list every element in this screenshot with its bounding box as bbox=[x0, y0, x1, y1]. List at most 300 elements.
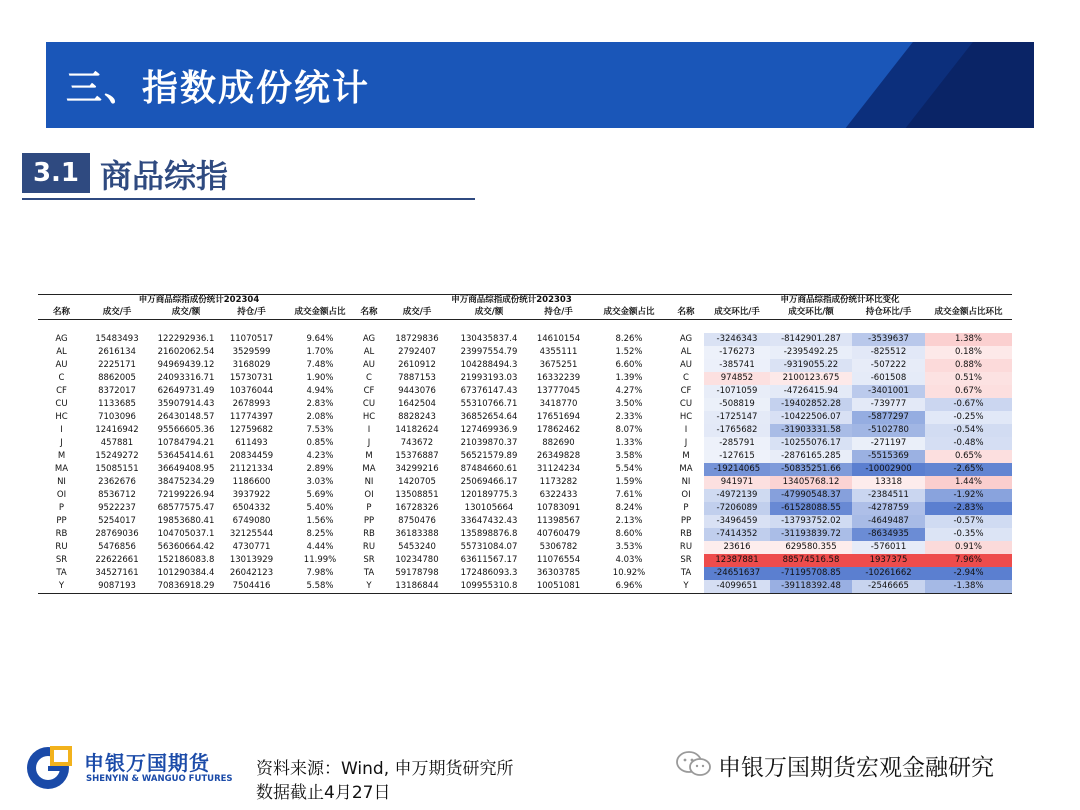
value-cell: -271197 bbox=[852, 437, 925, 450]
value-cell: -0.54% bbox=[925, 424, 1012, 437]
table-row bbox=[38, 346, 360, 359]
column-header: 成交/手 bbox=[85, 306, 149, 320]
table-row bbox=[353, 424, 670, 437]
value-cell: -9319055.22 bbox=[770, 359, 852, 372]
value-cell: 55310766.71 bbox=[460, 399, 518, 409]
value-cell: 3418770 bbox=[539, 399, 578, 409]
value-cell: 6322433 bbox=[539, 490, 578, 500]
value-cell: -1765682 bbox=[704, 424, 770, 437]
row-name-cell: MA bbox=[54, 464, 69, 474]
value-cell: 6749080 bbox=[232, 516, 271, 526]
value-cell: 3.58% bbox=[615, 451, 643, 461]
column-header: 持仓/手 bbox=[529, 306, 588, 320]
value-cell: -24651637 bbox=[704, 567, 770, 580]
value-cell: -10261662 bbox=[852, 567, 925, 580]
row-name-cell: Y bbox=[38, 580, 85, 594]
row-name-cell: RB bbox=[680, 529, 692, 539]
value-cell: 1.52% bbox=[615, 347, 643, 357]
column-header: 持仓环比/手 bbox=[852, 306, 925, 320]
value-cell: 7103096 bbox=[98, 412, 136, 422]
value-cell: 21993193.03 bbox=[460, 373, 518, 383]
value-cell: 882690 bbox=[542, 438, 575, 448]
value-cell: 1.90% bbox=[306, 373, 334, 383]
value-cell: -4278759 bbox=[852, 502, 925, 515]
value-cell: -3496459 bbox=[704, 515, 770, 528]
value-cell: 2792407 bbox=[398, 347, 436, 357]
value-cell: 11070517 bbox=[229, 334, 274, 344]
value-cell: 63611567.17 bbox=[460, 555, 518, 565]
value-cell: -1071059 bbox=[704, 385, 770, 398]
row-name-cell: Y bbox=[668, 580, 704, 594]
value-cell: 1.44% bbox=[925, 476, 1012, 489]
value-cell: 4.94% bbox=[306, 386, 334, 396]
row-name-cell: MA bbox=[362, 464, 376, 474]
row-name-cell: PP bbox=[363, 516, 375, 526]
value-cell: 6504332 bbox=[232, 503, 271, 513]
value-cell: 1.33% bbox=[615, 438, 643, 448]
table-row bbox=[38, 333, 360, 346]
table-row bbox=[353, 359, 670, 372]
value-cell: 19853680.41 bbox=[157, 516, 215, 526]
value-cell: 15730731 bbox=[229, 373, 274, 383]
value-cell: 4.23% bbox=[306, 451, 334, 461]
row-name-cell: AL bbox=[363, 347, 375, 357]
table-row bbox=[353, 437, 670, 450]
value-cell: 1.70% bbox=[306, 347, 334, 357]
value-cell: 5476856 bbox=[98, 542, 136, 552]
table-row bbox=[38, 359, 360, 372]
value-cell: 56521579.89 bbox=[460, 451, 518, 461]
table-row bbox=[38, 489, 360, 502]
table-caption: 申万商品综指成份统计202304 bbox=[38, 295, 360, 307]
table-row bbox=[38, 476, 360, 489]
value-cell: -285791 bbox=[704, 437, 770, 450]
value-cell: -5877297 bbox=[852, 411, 925, 424]
table-row bbox=[353, 489, 670, 502]
value-cell: 5.69% bbox=[306, 490, 334, 500]
value-cell: 56360664.42 bbox=[157, 542, 215, 552]
table-row bbox=[668, 359, 1012, 372]
value-cell: 3.50% bbox=[615, 399, 643, 409]
value-cell: 172486093.3 bbox=[460, 568, 518, 578]
value-cell: 10051081 bbox=[529, 580, 588, 594]
table-row bbox=[668, 346, 1012, 359]
table-row bbox=[668, 476, 1012, 489]
value-cell: 68577575.47 bbox=[157, 503, 215, 513]
value-cell: 34527161 bbox=[95, 568, 139, 578]
value-cell: -2384511 bbox=[852, 489, 925, 502]
value-cell: 14182624 bbox=[395, 425, 439, 435]
table-row bbox=[38, 567, 360, 580]
value-cell: 8536712 bbox=[98, 490, 136, 500]
value-cell: 20834459 bbox=[229, 451, 274, 461]
column-header: 成交金额占比 bbox=[280, 306, 360, 320]
data-date-note: 数据截止4月27日 bbox=[256, 783, 391, 803]
value-cell: -2395492.25 bbox=[770, 346, 852, 359]
value-cell: 1173282 bbox=[539, 477, 578, 487]
value-cell: 13318 bbox=[852, 476, 925, 489]
value-cell: 13777045 bbox=[536, 386, 581, 396]
value-cell: 34299216 bbox=[395, 464, 439, 474]
row-name-cell: PP bbox=[56, 516, 67, 526]
row-name-cell: NI bbox=[681, 477, 691, 487]
value-cell: 12387881 bbox=[704, 554, 770, 567]
value-cell: 11774397 bbox=[229, 412, 274, 422]
value-cell: 13508851 bbox=[395, 490, 439, 500]
value-cell: 6.96% bbox=[588, 580, 670, 594]
table-row bbox=[38, 424, 360, 437]
value-cell: 2.33% bbox=[615, 412, 643, 422]
value-cell: 26430148.57 bbox=[157, 412, 215, 422]
table-row bbox=[38, 463, 360, 476]
table-row bbox=[353, 463, 670, 476]
row-name-cell: P bbox=[683, 503, 689, 513]
value-cell: 743672 bbox=[400, 438, 434, 448]
value-cell: -4649487 bbox=[852, 515, 925, 528]
table-row bbox=[353, 541, 670, 554]
section-underline bbox=[22, 198, 475, 200]
row-name-cell: RU bbox=[679, 542, 693, 552]
value-cell: 36649408.95 bbox=[157, 464, 215, 474]
table-row bbox=[668, 554, 1012, 567]
value-cell: 15376887 bbox=[395, 451, 439, 461]
table-row bbox=[353, 502, 670, 515]
value-cell: 3675251 bbox=[539, 360, 578, 370]
value-cell: 2225171 bbox=[98, 360, 136, 370]
value-cell: 104288494.3 bbox=[460, 360, 518, 370]
value-cell: 0.85% bbox=[306, 438, 334, 448]
row-name-cell: CU bbox=[679, 399, 693, 409]
value-cell: 13013929 bbox=[229, 555, 274, 565]
column-header: 名称 bbox=[38, 306, 85, 320]
table-row bbox=[668, 528, 1012, 541]
value-cell: 5.58% bbox=[280, 580, 360, 594]
value-cell: 10376044 bbox=[229, 386, 274, 396]
value-cell: 15483493 bbox=[95, 334, 139, 344]
value-cell: 8.60% bbox=[615, 529, 643, 539]
row-name-cell: M bbox=[365, 451, 373, 461]
table-row bbox=[353, 450, 670, 463]
value-cell: -19214065 bbox=[704, 463, 770, 476]
value-cell: 0.65% bbox=[925, 450, 1012, 463]
brand-name: 申银万国期货 bbox=[84, 751, 210, 775]
value-cell: 9522237 bbox=[98, 503, 136, 513]
value-cell: -1.92% bbox=[925, 489, 1012, 502]
value-cell: 10784794.21 bbox=[157, 438, 215, 448]
value-cell: 8.25% bbox=[306, 529, 334, 539]
value-cell: 130435837.4 bbox=[460, 334, 518, 344]
value-cell: 15085151 bbox=[95, 464, 139, 474]
value-cell: 16728326 bbox=[395, 503, 439, 513]
table-row bbox=[353, 372, 670, 385]
value-cell: 17651694 bbox=[536, 412, 581, 422]
value-cell: 12759682 bbox=[229, 425, 274, 435]
column-header: 持仓/手 bbox=[223, 306, 280, 320]
value-cell: 7887153 bbox=[398, 373, 436, 383]
table-row bbox=[668, 372, 1012, 385]
table-row bbox=[668, 463, 1012, 476]
brand-name-en: SHENYIN & WANGUO FUTURES bbox=[86, 774, 233, 784]
table-row bbox=[38, 515, 360, 528]
row-name-cell: AU bbox=[362, 360, 376, 370]
value-cell: 7.98% bbox=[306, 568, 334, 578]
value-cell: 4.03% bbox=[615, 555, 643, 565]
table-row bbox=[38, 385, 360, 398]
value-cell: 9087193 bbox=[85, 580, 149, 594]
row-name-cell: AG bbox=[55, 334, 68, 344]
value-cell: 152186083.8 bbox=[157, 555, 215, 565]
row-name-cell: J bbox=[684, 438, 688, 448]
value-cell: -2.94% bbox=[925, 567, 1012, 580]
value-cell: 10234780 bbox=[395, 555, 439, 565]
value-cell: -176273 bbox=[704, 346, 770, 359]
table-row bbox=[38, 528, 360, 541]
value-cell: 2100123.675 bbox=[770, 372, 852, 385]
row-name-cell: PP bbox=[680, 516, 692, 526]
value-cell: 4.44% bbox=[306, 542, 334, 552]
value-cell: -7206089 bbox=[704, 502, 770, 515]
value-cell: 16332239 bbox=[536, 373, 581, 383]
source-note: 资料来源：Wind, 申万期货研究所 bbox=[256, 759, 514, 779]
column-header: 成交金额占比 bbox=[588, 306, 670, 320]
value-cell: 974852 bbox=[704, 372, 770, 385]
value-cell: -0.25% bbox=[925, 411, 1012, 424]
value-cell: 26349828 bbox=[536, 451, 581, 461]
value-cell: -1725147 bbox=[704, 411, 770, 424]
value-cell: -3539637 bbox=[852, 333, 925, 346]
value-cell: 101290384.4 bbox=[157, 568, 215, 578]
row-name-cell: CF bbox=[680, 386, 692, 396]
table-current-month bbox=[38, 294, 360, 594]
column-header: 成交环比/手 bbox=[704, 306, 770, 320]
value-cell: 33647432.43 bbox=[460, 516, 518, 526]
table-row bbox=[38, 450, 360, 463]
row-name-cell: CF bbox=[363, 386, 375, 396]
value-cell: 23616 bbox=[704, 541, 770, 554]
value-cell: -4972139 bbox=[704, 489, 770, 502]
title-banner bbox=[46, 42, 1034, 128]
value-cell: 104705037.1 bbox=[157, 529, 215, 539]
value-cell: 95566605.36 bbox=[157, 425, 215, 435]
value-cell: 12416942 bbox=[95, 425, 139, 435]
column-header: 名称 bbox=[668, 306, 704, 320]
value-cell: -1.38% bbox=[925, 580, 1012, 594]
value-cell: 109955310.8 bbox=[449, 580, 529, 594]
value-cell: 2616134 bbox=[98, 347, 136, 357]
value-cell: -31193839.72 bbox=[770, 528, 852, 541]
value-cell: -61528088.55 bbox=[770, 502, 852, 515]
value-cell: 1420705 bbox=[398, 477, 436, 487]
value-cell: 7.48% bbox=[306, 360, 334, 370]
value-cell: 3.03% bbox=[306, 477, 334, 487]
row-name-cell: TA bbox=[56, 568, 67, 578]
table-row bbox=[668, 515, 1012, 528]
table-row bbox=[38, 541, 360, 554]
value-cell: 94969439.12 bbox=[157, 360, 215, 370]
row-name-cell: I bbox=[367, 425, 371, 435]
table-row bbox=[353, 476, 670, 489]
value-cell: 36183388 bbox=[395, 529, 439, 539]
row-name-cell: AL bbox=[680, 347, 692, 357]
value-cell: 72199226.94 bbox=[157, 490, 215, 500]
value-cell: 7.96% bbox=[925, 554, 1012, 567]
value-cell: 31124234 bbox=[536, 464, 581, 474]
value-cell: -0.67% bbox=[925, 398, 1012, 411]
value-cell: -385741 bbox=[704, 359, 770, 372]
table-month-over-month bbox=[668, 294, 1012, 594]
row-name-cell: RB bbox=[363, 529, 375, 539]
column-header: 成交/额 bbox=[449, 306, 529, 320]
column-header: 成交/额 bbox=[149, 306, 223, 320]
row-name-cell: SR bbox=[680, 555, 692, 565]
value-cell: 8862005 bbox=[98, 373, 136, 383]
value-cell: 1642504 bbox=[398, 399, 436, 409]
table-row bbox=[353, 528, 670, 541]
value-cell: 15249272 bbox=[95, 451, 139, 461]
value-cell: 3937922 bbox=[232, 490, 271, 500]
row-name-cell: I bbox=[684, 425, 688, 435]
table-row bbox=[353, 515, 670, 528]
row-name-cell: OI bbox=[364, 490, 374, 500]
value-cell: 8372017 bbox=[98, 386, 136, 396]
value-cell: -10002900 bbox=[852, 463, 925, 476]
row-name-cell: C bbox=[366, 373, 372, 383]
value-cell: -601508 bbox=[852, 372, 925, 385]
table-row bbox=[668, 489, 1012, 502]
table-row bbox=[668, 424, 1012, 437]
value-cell: -47990548.37 bbox=[770, 489, 852, 502]
row-name-cell: M bbox=[57, 451, 66, 461]
table-row bbox=[38, 398, 360, 411]
value-cell: 130105664 bbox=[464, 503, 514, 513]
value-cell: -825512 bbox=[852, 346, 925, 359]
table-row bbox=[668, 411, 1012, 424]
value-cell: -0.35% bbox=[925, 528, 1012, 541]
value-cell: 23997554.79 bbox=[460, 347, 518, 357]
value-cell: -2876165.285 bbox=[770, 450, 852, 463]
value-cell: 8750476 bbox=[398, 516, 436, 526]
value-cell: -2.65% bbox=[925, 463, 1012, 476]
row-name-cell: CF bbox=[56, 386, 67, 396]
value-cell: -0.57% bbox=[925, 515, 1012, 528]
value-cell: 1.38% bbox=[925, 333, 1012, 346]
value-cell: -8634935 bbox=[852, 528, 925, 541]
column-header: 成交金额占比环比 bbox=[925, 306, 1012, 320]
table-row bbox=[668, 541, 1012, 554]
value-cell: 6.60% bbox=[615, 360, 643, 370]
table-row bbox=[353, 567, 670, 580]
table-row bbox=[668, 333, 1012, 346]
row-name-cell: HC bbox=[362, 412, 376, 422]
value-cell: 457881 bbox=[100, 438, 134, 448]
value-cell: -508819 bbox=[704, 398, 770, 411]
value-cell: -7414352 bbox=[704, 528, 770, 541]
table-row bbox=[353, 385, 670, 398]
value-cell: 38475234.29 bbox=[157, 477, 215, 487]
value-cell: 11398567 bbox=[536, 516, 581, 526]
value-cell: 629580.355 bbox=[770, 541, 852, 554]
brand-logo-icon bbox=[24, 740, 76, 792]
value-cell: 5254017 bbox=[98, 516, 136, 526]
value-cell: 1186600 bbox=[232, 477, 271, 487]
value-cell: 70836918.29 bbox=[149, 580, 223, 594]
row-name-cell: CU bbox=[362, 399, 376, 409]
value-cell: 1.56% bbox=[306, 516, 334, 526]
table-row bbox=[353, 580, 670, 594]
value-cell: 55731084.07 bbox=[460, 542, 518, 552]
value-cell: 10783091 bbox=[536, 503, 581, 513]
value-cell: -31903331.58 bbox=[770, 424, 852, 437]
value-cell: 1937375 bbox=[852, 554, 925, 567]
value-cell: 5.54% bbox=[615, 464, 643, 474]
value-cell: 3.53% bbox=[615, 542, 643, 552]
row-name-cell: HC bbox=[55, 412, 68, 422]
value-cell: 26042123 bbox=[229, 568, 274, 578]
value-cell: 3168029 bbox=[232, 360, 271, 370]
table-caption: 申万商品综指成份统计202303 bbox=[353, 295, 670, 307]
table-previous-month bbox=[353, 294, 670, 594]
row-name-cell: RU bbox=[55, 542, 68, 552]
value-cell: 8.24% bbox=[615, 503, 643, 513]
value-cell: 120189775.3 bbox=[460, 490, 518, 500]
table-row bbox=[353, 411, 670, 424]
table-row bbox=[668, 502, 1012, 515]
table-row bbox=[353, 346, 670, 359]
row-name-cell: AG bbox=[679, 334, 693, 344]
row-name-cell: CU bbox=[55, 399, 68, 409]
value-cell: 4730771 bbox=[232, 542, 271, 552]
value-cell: 21121334 bbox=[229, 464, 274, 474]
value-cell: 4355111 bbox=[539, 347, 578, 357]
table-row bbox=[38, 502, 360, 515]
table-row bbox=[668, 567, 1012, 580]
value-cell: -5515369 bbox=[852, 450, 925, 463]
row-name-cell: C bbox=[683, 373, 689, 383]
row-name-cell: OI bbox=[681, 490, 691, 500]
value-cell: 3529599 bbox=[232, 347, 271, 357]
row-name-cell: J bbox=[60, 438, 63, 448]
value-cell: 2678993 bbox=[232, 399, 271, 409]
table-row bbox=[668, 450, 1012, 463]
value-cell: -2.83% bbox=[925, 502, 1012, 515]
value-cell: 135898876.8 bbox=[460, 529, 518, 539]
value-cell: 5306782 bbox=[539, 542, 578, 552]
value-cell: 2.13% bbox=[615, 516, 643, 526]
value-cell: 59178798 bbox=[395, 568, 439, 578]
row-name-cell: SR bbox=[55, 555, 68, 565]
value-cell: 88574516.58 bbox=[770, 554, 852, 567]
value-cell: 8828243 bbox=[398, 412, 436, 422]
table-row bbox=[38, 580, 360, 594]
row-name-cell: P bbox=[366, 503, 372, 513]
value-cell: 17862462 bbox=[536, 425, 581, 435]
value-cell: -19402852.28 bbox=[770, 398, 852, 411]
row-name-cell: TA bbox=[680, 568, 692, 578]
value-cell: -8142901.287 bbox=[770, 333, 852, 346]
value-cell: -10255076.17 bbox=[770, 437, 852, 450]
row-name-cell: OI bbox=[56, 490, 67, 500]
table-row bbox=[353, 398, 670, 411]
row-name-cell: I bbox=[60, 425, 63, 435]
row-name-cell: AL bbox=[56, 347, 67, 357]
table-row bbox=[38, 437, 360, 450]
row-name-cell: NI bbox=[57, 477, 66, 487]
table-row bbox=[668, 398, 1012, 411]
row-name-cell: Y bbox=[353, 580, 385, 594]
row-name-cell: M bbox=[682, 451, 690, 461]
table-row bbox=[668, 385, 1012, 398]
value-cell: 2362676 bbox=[98, 477, 136, 487]
